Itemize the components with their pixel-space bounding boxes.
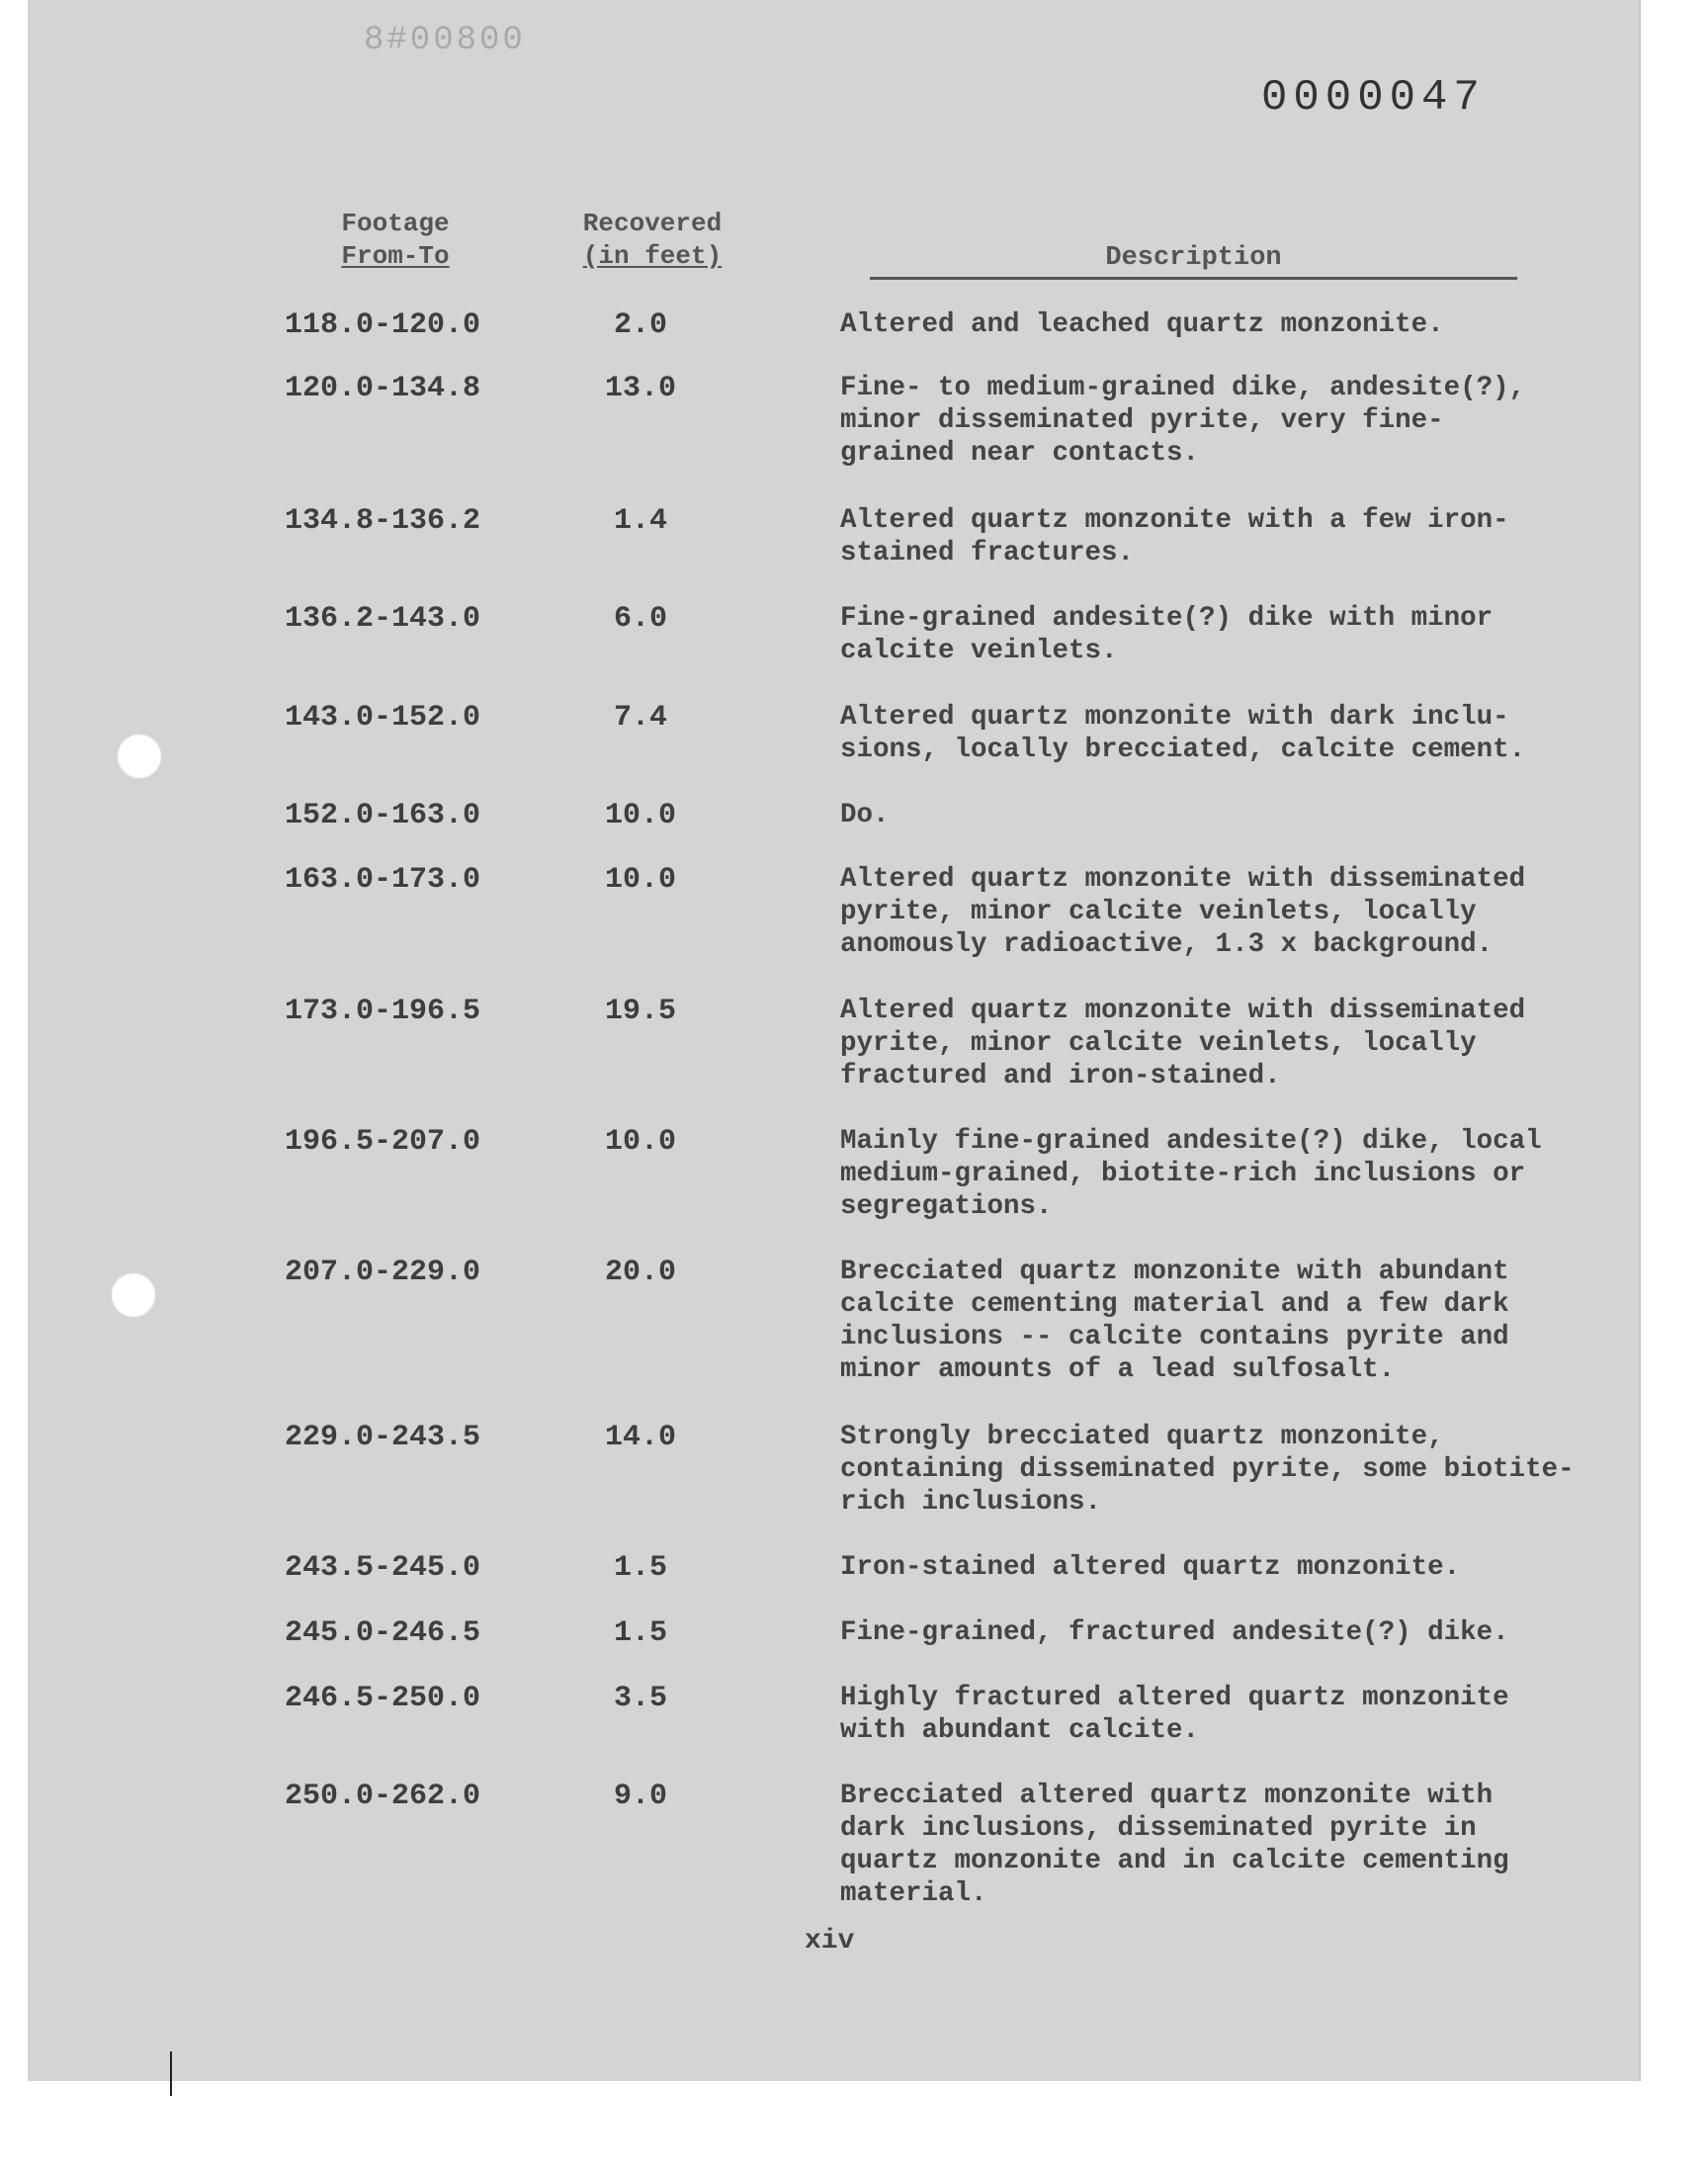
recovered-cell: 13.0 xyxy=(604,372,676,405)
description-cell: Do. xyxy=(840,800,890,830)
recovered-cell: 3.5 xyxy=(613,1682,667,1715)
description-cell: Fine- to medium-grained dike, andesite(?), minor disseminated pyrite, very fine- grained near contacts. xyxy=(840,373,1526,469)
recovered-cell: 20.0 xyxy=(604,1256,676,1289)
footage-cell: 207.0-229.0 xyxy=(285,1256,481,1289)
footage-cell: 163.0-173.0 xyxy=(285,863,481,897)
recovered-cell: 6.0 xyxy=(613,602,667,636)
description-cell: Brecciated quartz monzonite with abundant calcite cementing material and a few dark inclusions -- calcite contains pyrite and minor amounts of a lead sulfosalt. xyxy=(840,1257,1509,1385)
recovered-cell: 10.0 xyxy=(604,1125,676,1159)
recovered-header xyxy=(544,208,761,273)
description-cell: Brecciated altered quartz monzonite with dark inclusions, disseminated pyrite in quartz monzonite and in calcite cementing material. xyxy=(840,1781,1509,1909)
recovered-cell: 19.5 xyxy=(604,995,676,1028)
footage-cell: 134.8-136.2 xyxy=(285,504,481,538)
punch-hole xyxy=(111,1272,156,1318)
footage-header-line1: Footage xyxy=(341,209,450,238)
document-page xyxy=(28,0,1639,2081)
description-cell: Altered and leached quartz monzonite. xyxy=(840,309,1444,340)
scan-edge-mark xyxy=(170,2051,172,2096)
recovered-cell: 9.0 xyxy=(613,1780,667,1813)
description-cell: Altered quartz monzonite with disseminated pyrite, minor calcite veinlets, locally fractured and iron-stained. xyxy=(840,996,1526,1091)
recovered-header-line1: Recovered xyxy=(582,209,723,238)
footage-cell: 196.5-207.0 xyxy=(285,1125,481,1159)
footage-cell: 229.0-243.5 xyxy=(285,1421,481,1454)
footage-cell: 152.0-163.0 xyxy=(285,799,481,832)
description-cell: Highly fractured altered quartz monzonite with abundant calcite. xyxy=(840,1683,1509,1746)
description-cell: Strongly brecciated quartz monzonite, containing disseminated pyrite, some biotite- rich inclusions. xyxy=(840,1422,1575,1518)
recovered-cell: 1.4 xyxy=(613,504,667,538)
footage-cell: 136.2-143.0 xyxy=(285,602,481,636)
description-cell: Altered quartz monzonite with a few iron- stained fractures. xyxy=(840,505,1509,568)
recovered-cell: 10.0 xyxy=(604,863,676,897)
description-cell: Fine-grained andesite(?) dike with minor calcite veinlets. xyxy=(840,603,1494,666)
description-header: Description xyxy=(870,243,1517,280)
footage-cell: 245.0-246.5 xyxy=(285,1616,481,1650)
description-cell: Mainly fine-grained andesite(?) dike, local medium-grained, biotite-rich inclusions or segregations. xyxy=(840,1126,1542,1222)
document-number: 0000047 xyxy=(1261,73,1486,123)
description-cell: Altered quartz monzonite with dark inclu- sions, locally brecciated, calcite cement. xyxy=(840,702,1526,765)
faded-stamp: 8#00800 xyxy=(364,22,526,59)
footage-cell: 173.0-196.5 xyxy=(285,995,481,1028)
description-cell: Altered quartz monzonite with disseminated pyrite, minor calcite veinlets, locally anomously radioactive, 1.3 x background. xyxy=(840,864,1526,960)
footage-cell: 243.5-245.0 xyxy=(285,1551,481,1585)
recovered-cell: 2.0 xyxy=(613,308,667,342)
footage-cell: 118.0-120.0 xyxy=(285,308,481,342)
footage-cell: 250.0-262.0 xyxy=(285,1780,481,1813)
page-number: xiv xyxy=(805,1926,855,1957)
footage-cell: 246.5-250.0 xyxy=(285,1682,481,1715)
recovered-cell: 14.0 xyxy=(604,1421,676,1454)
punch-hole xyxy=(117,734,162,779)
footage-header-line2: From-To xyxy=(341,241,450,271)
recovered-cell: 1.5 xyxy=(613,1551,667,1585)
footage-header xyxy=(287,208,504,273)
footage-cell: 120.0-134.8 xyxy=(285,372,481,405)
description-cell: Iron-stained altered quartz monzonite. xyxy=(840,1552,1461,1583)
footage-cell: 143.0-152.0 xyxy=(285,701,481,735)
recovered-header-line2: (in feet) xyxy=(582,241,723,271)
recovered-cell: 10.0 xyxy=(604,799,676,832)
recovered-cell: 1.5 xyxy=(613,1616,667,1650)
description-cell: Fine-grained, fractured andesite(?) dike. xyxy=(840,1617,1509,1648)
recovered-cell: 7.4 xyxy=(613,701,667,735)
